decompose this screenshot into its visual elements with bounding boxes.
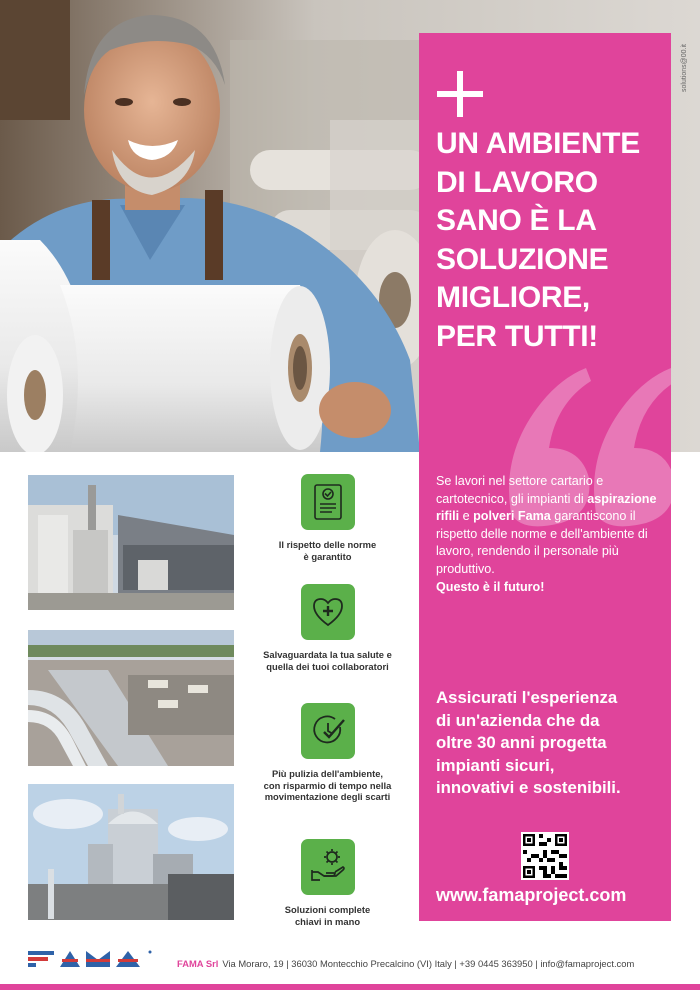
plant-photo-3 xyxy=(28,784,234,920)
feature-label-line: quella dei tuoi collaboratori xyxy=(266,660,389,672)
body-bold: aspirazione rifili xyxy=(436,491,657,524)
feature-norms xyxy=(250,474,405,562)
feature-label xyxy=(250,904,405,927)
clock-check-icon xyxy=(308,710,348,752)
qr-code[interactable] xyxy=(521,832,569,880)
magenta-panel xyxy=(419,33,671,921)
body-brand: Fama xyxy=(517,509,551,524)
feature-label xyxy=(250,649,405,672)
headline xyxy=(436,125,666,356)
heart-plus-icon xyxy=(308,591,348,633)
footer xyxy=(0,940,700,990)
headline-line: DI LAVORO xyxy=(436,165,598,199)
feature-label-line: chiavi in mano xyxy=(294,915,361,927)
tagline-line: impianti sicuri, xyxy=(436,755,555,775)
hand-gear-icon xyxy=(308,846,348,888)
body-part: e xyxy=(459,509,474,524)
feature-cleaning xyxy=(250,703,405,803)
feature-label-line: movimentazione degli scarti xyxy=(264,791,391,802)
vertical-credit xyxy=(681,40,695,100)
headline-line: UN AMBIENTE xyxy=(436,127,640,160)
vertical-credit-text: solutions@00.it xyxy=(681,44,688,92)
feature-label-line: Salvaguardata la tua salute e xyxy=(263,649,392,660)
headline-line: SOLUZIONE xyxy=(436,242,609,276)
body-bold: polveri xyxy=(473,509,515,524)
feature-label-line: Soluzioni complete xyxy=(284,904,371,915)
plant-photo-1 xyxy=(28,475,234,610)
headline-line: PER TUTTI! xyxy=(436,319,598,353)
footer-address: Via Moraro, 19 | 36030 Montecchio Precalcino (VI) Italy | +39 0445 363950 | info@famaproject.com xyxy=(222,958,635,969)
feature-icon-tile xyxy=(301,584,355,640)
body-text xyxy=(436,473,661,596)
headline-line: SANO È LA xyxy=(436,204,597,237)
body-part: garantiscono il rispetto delle norme e dell'ambiente di lavoro, rendendo il personale più produttivo. xyxy=(436,509,648,576)
plant-photo-2 xyxy=(28,630,234,766)
footer-company: FAMA Srl xyxy=(177,958,219,969)
feature-label-line: con risparmio di tempo nella xyxy=(263,779,392,791)
body-closing: Questo è il futuro! xyxy=(436,579,545,594)
feature-label-line: Il rispetto delle norme xyxy=(278,539,377,550)
tagline-line: innovativi e sostenibili. xyxy=(436,778,621,797)
body-part: Se lavori nel settore cartario e cartotecnico, gli impianti di xyxy=(436,474,604,506)
feature-label-line: è garantito xyxy=(303,550,352,562)
feature-icon-tile xyxy=(301,474,355,530)
feature-health xyxy=(250,584,405,672)
certificate-document-icon xyxy=(308,481,348,523)
tagline xyxy=(436,687,666,800)
fama-logo xyxy=(28,948,154,970)
website-link[interactable]: www.famaproject.com xyxy=(436,885,627,905)
bottom-bar xyxy=(0,984,700,990)
headline-line: MIGLIORE, xyxy=(436,281,590,314)
feature-label-line: Più pulizia dell'ambiente, xyxy=(271,768,384,779)
tagline-line: oltre 30 anni progetta xyxy=(436,733,607,752)
tagline-line: Assicurati l'esperienza xyxy=(436,688,618,707)
footer-contact xyxy=(177,958,634,969)
feature-icon-tile xyxy=(301,839,355,895)
tagline-line: di un'azienda che da xyxy=(436,710,600,730)
feature-turnkey xyxy=(250,839,405,927)
feature-icon-tile xyxy=(301,703,355,759)
plus-icon xyxy=(437,71,483,117)
feature-label xyxy=(250,768,405,803)
feature-label xyxy=(250,539,405,562)
